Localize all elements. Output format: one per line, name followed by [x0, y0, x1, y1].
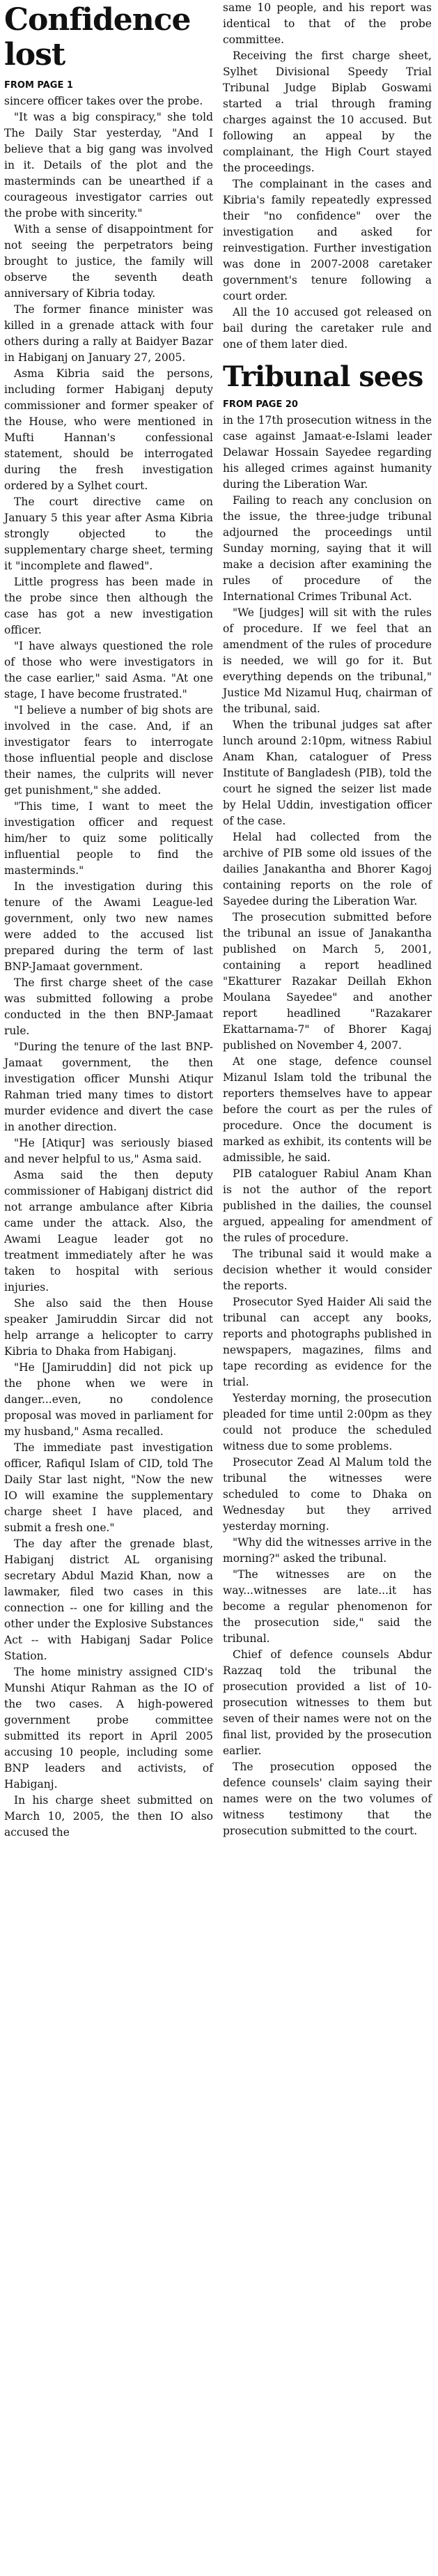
paragraph: "Why did the witnesses arrive in the morning?" asked the tribunal. [223, 1536, 432, 1565]
paragraph: With a sense of disappointment for not seeing the perpetrators being brought to justice, the family will observe the seventh death anniversary of Kibria today. [4, 223, 213, 300]
right-column [223, 0, 432, 1839]
paragraph: Helal had collected from the archive of PIB some old issues of the dailies Janakantha and Bhorer Kagoj containing reports on the role of Sayedee during the Liberation War. [223, 831, 432, 907]
paragraph: The court directive came on January 5 this year after Asma Kibria strongly objected to the supplementary charge sheet, terming it "incomplete and flawed". [4, 496, 213, 572]
paragraph: The home ministry assigned CID's Munshi Atiqur Rahman as the IO of the two cases. A high-powered government probe committee submitted its report in April 2005 accusing 10 people, including some BNP leaders and activists, of Habiganj. [4, 1666, 213, 1791]
paragraph: PIB cataloguer Rabiul Anam Khan is not the author of the report published in the dailies, the counsel argued, appealing for amendment of the rules of procedure. [223, 1167, 432, 1244]
article-body [223, 413, 432, 1839]
paragraph: Asma said the then deputy commissioner of Habiganj district did not arrange ambulance after Kibria came under the attack. Also, the Awami League leader got no treatment immediately after he was taken to hospital with serious injuries. [4, 1169, 213, 1294]
paragraph: "During the tenure of the last BNP-Jamaat government, the then investigation officer Munshi Atiqur Rahman tried many times to distort murder evidence and divert the case in another direction. [4, 1041, 213, 1133]
paragraph: The first charge sheet of the case was submitted following a probe conducted in the then BNP-Jamaat rule. [4, 976, 213, 1037]
paragraph: The former finance minister was killed in a grenade attack with four others during a rally at Baidyer Bazar in Habiganj on January 27, 2005. [4, 303, 213, 364]
jump-label: FROM PAGE 1 [4, 80, 73, 91]
paragraph: "I have always questioned the role of those who were investigators in the case earlier," said Asma. "At one stage, I have become frustrated." [4, 640, 213, 700]
paragraph: Chief of defence counsels Abdur Razzaq told the tribunal the prosecution provided a list of 10-prosecution witnesses to them but seven of their names were not on the final list, provided by the prosecution earlier. [223, 1648, 432, 1757]
paragraph: The day after the grenade blast, Habiganj district AL organising secretary Abdul Mazid Khan, now a lawmaker, filed two cases in this connection -- one for killing and the other under the Explosive Substances Act -- with Habiganj Sadar Police Station. [4, 1538, 213, 1662]
article-continuation [223, 0, 432, 353]
paragraph: Yesterday morning, the prosecution pleaded for time until 2:00pm as they could not produce the scheduled witness due to some problems. [223, 1392, 432, 1452]
paragraph: In his charge sheet submitted on March 10, 2005, the then IO also accused the [4, 1794, 213, 1839]
paragraph: "He [Atiqur] was seriously biased and never helpful to us," Asma said. [4, 1137, 213, 1165]
paragraph: Prosecutor Syed Haider Ali said the tribunal can accept any books, reports and photographs published in newspapers, magazines, films and tape recording as evidence for the trial. [223, 1296, 432, 1388]
paragraph: "He [Jamiruddin] did not pick up the phone when we were in danger...even, no condolence proposal was moved in parliament for my husband," Asma recalled. [4, 1361, 213, 1438]
paragraph: Little progress has been made in the probe since then although the case has got a new investigation officer. [4, 576, 213, 636]
jump-label: FROM PAGE 20 [223, 399, 298, 410]
headline-confidence-lost: Confidence lost [4, 2, 191, 72]
paragraph: She also said the then House speaker Jamiruddin Sircar did not help arrange a helicopter to carry Kibria to Dhaka from Habiganj. [4, 1297, 213, 1358]
paragraph: In the investigation during this tenure of the Awami League-led government, only two new names were added to the accused list prepared during the term of last BNP-Jamaat government. [4, 880, 213, 973]
paragraph: "The witnesses are on the way...witnesses are late...it has become a regular phenomenon for the prosecution side," said the tribunal. [223, 1568, 432, 1645]
headline-tribunal-sees: Tribunal sees [223, 360, 423, 393]
paragraph: The prosecution opposed the defence counsels' claim saying their names were on the two volumes of witness testimony that the prosecution submitted to the court. [223, 1761, 432, 1837]
paragraph: Failing to reach any conclusion on the issue, the three-judge tribunal adjourned the proceedings until Sunday morning, saying that it will make a decision after examining the rules of procedure of the International Crimes Tribunal Act. [223, 494, 432, 603]
paragraph: Receiving the first charge sheet, Sylhet Divisional Speedy Trial Tribunal Judge Biplab Goswami started a trial through framing charges against the 10 accused. But following an appeal by the complainant, the High Court stayed the proceedings. [223, 49, 432, 174]
article-body [4, 93, 213, 1841]
paragraph: When the tribunal judges sat after lunch around 2:10pm, witness Rabiul Anam Khan, cataloguer of Press Institute of Bangladesh (PIB), told the court he signed the seizer list made by Helal Uddin, investigation officer of the case. [223, 719, 432, 827]
paragraph: At one stage, defence counsel Mizanul Islam told the tribunal the reporters themselves have to appear before the court as per the rules of procedure. Once the document is marked as exhibit, its contents will be admissible, he said. [223, 1055, 432, 1164]
paragraph: The complainant in the cases and Kibria's family repeatedly expressed their "no confidence" over the investigation and asked for reinvestigation. Further investigation was done in 2007-2008 caretaker government's tenure following a court order. [223, 178, 432, 302]
left-column [4, 0, 213, 1841]
paragraph: "This time, I want to meet the investigation officer and request him/her to quiz some politically influential people to find the masterminds." [4, 800, 213, 877]
paragraph: "I believe a number of big shots are involved in the case. And, if an investigator fears to interrogate those influential people and disclose their names, the culprits will never get punishment," she added. [4, 704, 213, 797]
paragraph: "We [judges] will sit with the rules of procedure. If we feel that an amendment of the rules of procedure is needed, we will go for it. But everything depends on the tribunal," Justice Md Nizamul Huq, chairman of the tribunal, said. [223, 606, 432, 715]
paragraph: The tribunal said it would make a decision whether it would consider the reports. [223, 1248, 432, 1292]
paragraph: Prosecutor Zead Al Malum told the tribunal the witnesses were scheduled to come to Dhaka on Wednesday but they arrived yesterday morning. [223, 1456, 432, 1533]
paragraph: The immediate past investigation officer, Rafiqul Islam of CID, told The Daily Star last night, "Now the new IO will examine the supplementary charge sheet I have placed, and submit a fresh one." [4, 1441, 213, 1534]
paragraph: Asma Kibria said the persons, including former Habiganj deputy commissioner and former speaker of the House, who were mentioned in Mufti Hannan's confessional statement, should be interrogated during the fresh investigation ordered by a Sylhet court. [4, 367, 213, 492]
paragraph: same 10 people, and his report was identical to that of the probe committee. [223, 1, 432, 46]
paragraph: "It was a big conspiracy," she told The Daily Star yesterday, "And I believe that a big gang was involved in it. Details of the plot and the masterminds can be unearthed if a courageous investigator carries out the probe with sincerity." [4, 111, 213, 220]
paragraph: The prosecution submitted before the tribunal an issue of Janakantha published on March 5, 2001, containing a report headlined "Ekatturer Razakar Deillah Ekhon Moulana Sayedee" and another report headlined "Razakarer Ekattarnama-7" of Bhorer Kagaj published on November 4, 2007. [223, 911, 432, 1052]
paragraph: in the 17th prosecution witness in the case against Jamaat-e-Islami leader Delawar Hossain Sayedee regarding his alleged crimes against humanity during the Liberation War. [223, 414, 432, 491]
paragraph: sincere officer takes over the probe. [4, 95, 203, 107]
paragraph: All the 10 accused got released on bail during the caretaker rule and one of them later died. [223, 306, 432, 351]
